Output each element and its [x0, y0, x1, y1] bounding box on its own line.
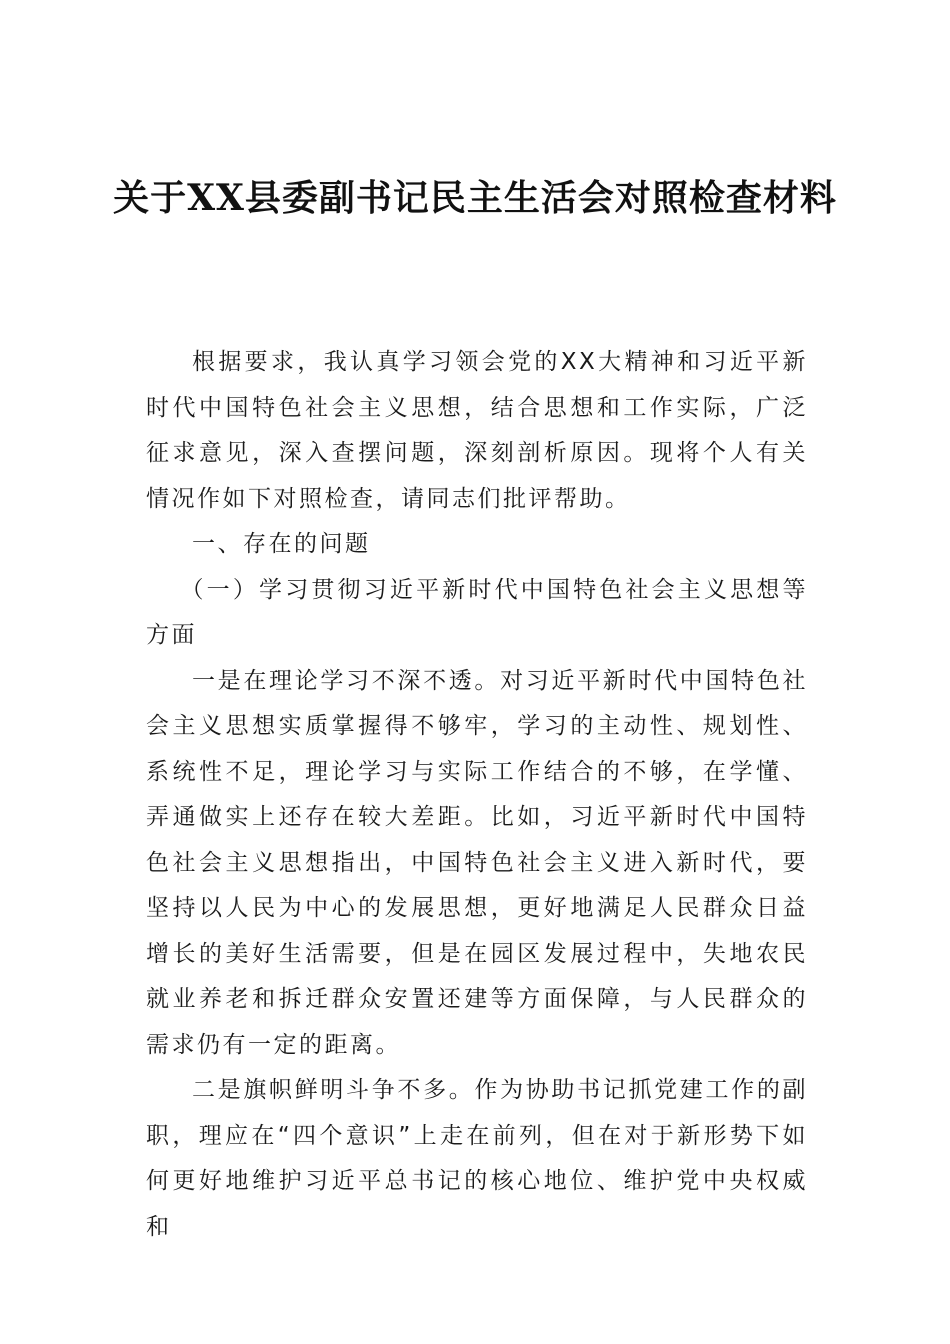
subsection-heading: （一）学习贯彻习近平新时代中国特色社会主义思想等方面: [146, 576, 808, 648]
body-paragraph: 二是旗帜鲜明斗争不多。作为协助书记抓党建工作的副职，理应在“四个意识”上走在前列，但在对于新形势下如何更好地维护习近平总书记的核心地位、维护党中央权威和: [146, 1077, 808, 1240]
body-paragraph: 一是在理论学习不深不透。对习近平新时代中国特色社会主义思想实质掌握得不够牢，学习的主动性、规划性、系统性不足，理论学习与实际工作结合的不够，在学懂、弄通做实上还存在较大差距。比如，习近平新时代中国特色社会主义思想指出，中国特色社会主义进入新时代，要坚持以人民为中心的发展思想，更好地满足人民群众日益增长的美好生活需要，但是在园区发展过程中，失地农民就业养老和拆迁群众安置还建等方面保障，与人民群众的需求仍有一定的距离。: [146, 667, 808, 1058]
section-heading: 一、存在的问题: [192, 531, 371, 557]
intro-paragraph: 根据要求，我认真学习领会党的XX大精神和习近平新时代中国特色社会主义思想，结合思想和工作实际，广泛征求意见，深入查摆问题，深刻剖析原因。现将个人有关情况作如下对照检查，请同志们批评帮助。: [146, 349, 808, 512]
document-body: [146, 340, 808, 1250]
document-title: 关于XX县委副书记民主生活会对照检查材料: [113, 177, 837, 219]
